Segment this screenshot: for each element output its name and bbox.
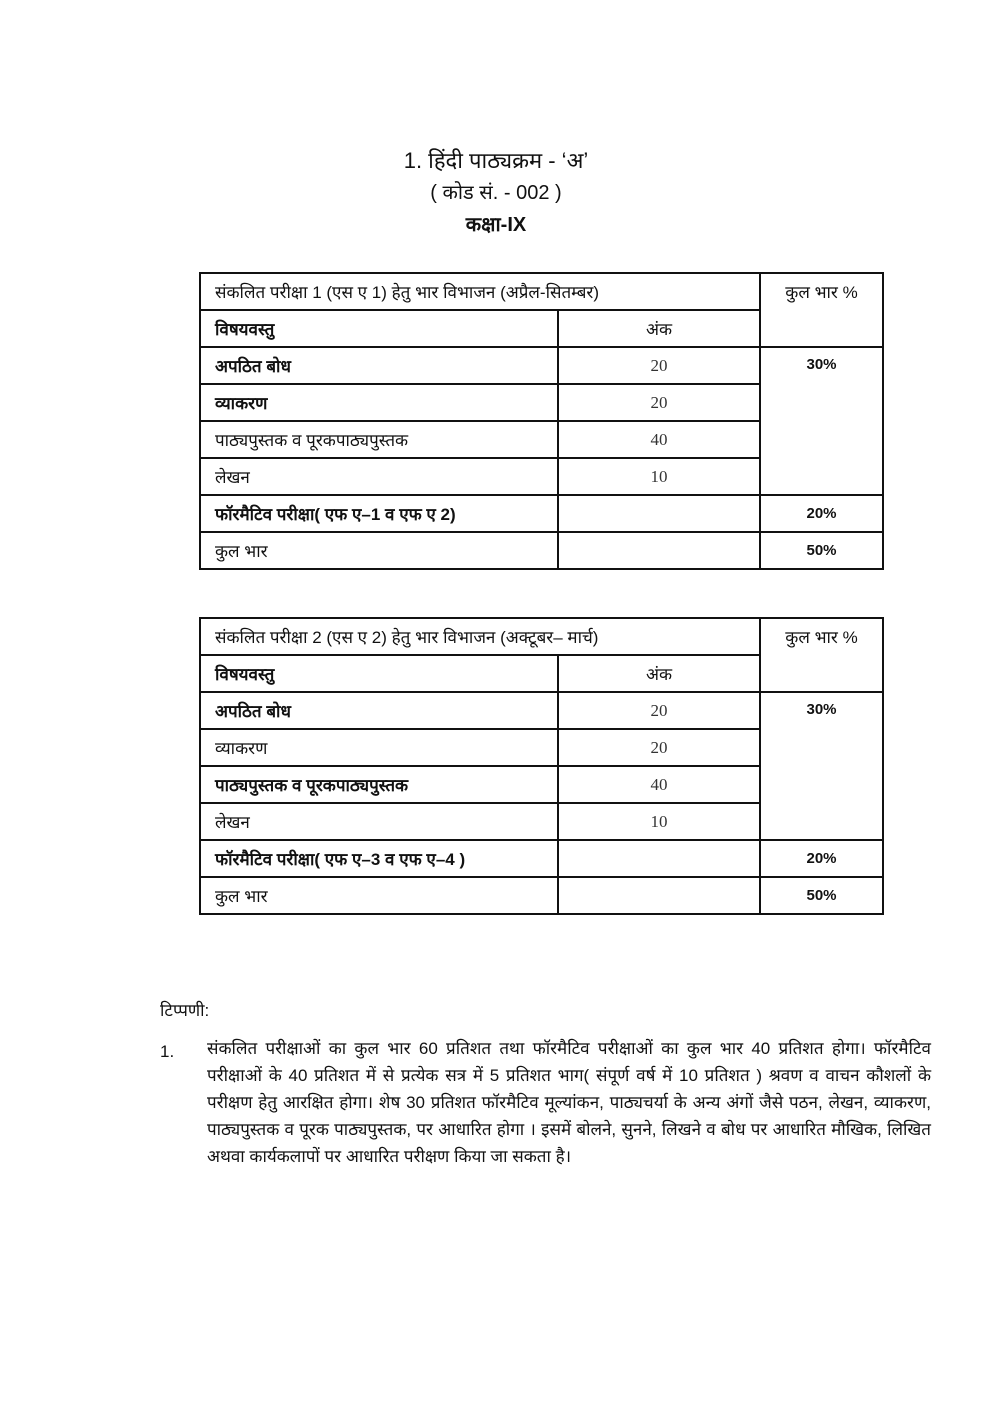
marks-cell: 20 <box>558 729 760 766</box>
table-caption: संकलित परीक्षा 1 (एस ए 1) हेतु भार विभाजन (अप्रैल-सितम्बर) <box>200 273 760 310</box>
table-row <box>200 840 883 877</box>
total-weight-header: कुल भार % <box>760 618 883 692</box>
note-text: संकलित परीक्षाओं का कुल भार 60 प्रतिशत तथा फॉरमैटिव परीक्षाओं का कुल भार 40 प्रतिशत होगा। फॉरमैटिव परीक्षाओं के 40 प्रतिशत में से प्रत्येक सत्र में 5 प्रतिशत भाग( संपूर्ण वर्ष में 10 प्रतिशत ) श्रवण व वाचन कौशलों के परीक्षण हेतु आरक्षित होगा। शेष 30 प्रतिशत फॉरमैटिव मूल्यांकन, पाठ्यचर्या के अन्य अंगों जैसे पठन, लेखन, व्याकरण, पाठ्यपुस्तक व पूरक पाठ्यपुस्तक, पर आधारित होगा । इसमें बोलने, सुनने, लिखने व बोध पर आधारित मौखिक, लिखित अथवा कार्यकलापों पर आधारित परीक्षण किया जा सकता है। <box>207 1039 931 1166</box>
subject-cell: पाठ्यपुस्तक व पूरकपाठ्यपुस्तक <box>200 766 558 803</box>
weightage-table-sa2 <box>199 617 884 915</box>
marks-cell: 10 <box>558 458 760 495</box>
subject-cell: लेखन <box>200 458 558 495</box>
subject-cell: व्याकरण <box>200 729 558 766</box>
total-label: कुल भार <box>200 877 558 914</box>
table-row <box>200 495 883 532</box>
subject-cell: लेखन <box>200 803 558 840</box>
marks-cell: 20 <box>558 384 760 421</box>
total-pct: 50% <box>760 532 883 569</box>
group-pct: 30% <box>760 692 883 840</box>
group-pct: 30% <box>760 347 883 495</box>
total-weight-header: कुल भार % <box>760 273 883 347</box>
note-number: 1. <box>160 1042 175 1061</box>
formative-cell: फॉरमैटिव परीक्षा( एफ ए–1 व एफ ए 2) <box>200 495 558 532</box>
page-title: 1. हिंदी पाठ्यक्रम - ‘अ’ <box>403 148 589 173</box>
weightage-table-sa1 <box>199 272 884 570</box>
marks-cell: 10 <box>558 803 760 840</box>
subject-cell: पाठ्यपुस्तक व पूरकपाठ्यपुस्तक <box>200 421 558 458</box>
table-caption: संकलित परीक्षा 2 (एस ए 2) हेतु भार विभाजन (अक्टूबर– मार्च) <box>200 618 760 655</box>
total-label: कुल भार <box>200 532 558 569</box>
subject-code: ( कोड सं. - 002 ) <box>430 182 562 204</box>
marks-cell: 20 <box>558 692 760 729</box>
col-marks: अंक <box>558 655 760 692</box>
col-subject: विषयवस्तु <box>200 310 558 347</box>
table-row <box>200 877 883 914</box>
subject-cell: अपठित बोध <box>200 692 558 729</box>
formative-cell: फॉरमैटिव परीक्षा( एफ ए–3 व एफ ए–4 ) <box>200 840 558 877</box>
formative-pct: 20% <box>760 840 883 877</box>
formative-pct: 20% <box>760 495 883 532</box>
subject-cell: अपठित बोध <box>200 347 558 384</box>
col-subject: विषयवस्तु <box>200 655 558 692</box>
table-row <box>200 347 883 384</box>
class-label: कक्षा-IX <box>465 214 527 236</box>
note-heading: टिप्पणी: <box>160 1001 210 1020</box>
table-row <box>200 692 883 729</box>
marks-cell: 40 <box>558 766 760 803</box>
subject-cell: व्याकरण <box>200 384 558 421</box>
total-pct: 50% <box>760 877 883 914</box>
table-row <box>200 532 883 569</box>
marks-cell: 20 <box>558 347 760 384</box>
marks-cell: 40 <box>558 421 760 458</box>
col-marks: अंक <box>558 310 760 347</box>
